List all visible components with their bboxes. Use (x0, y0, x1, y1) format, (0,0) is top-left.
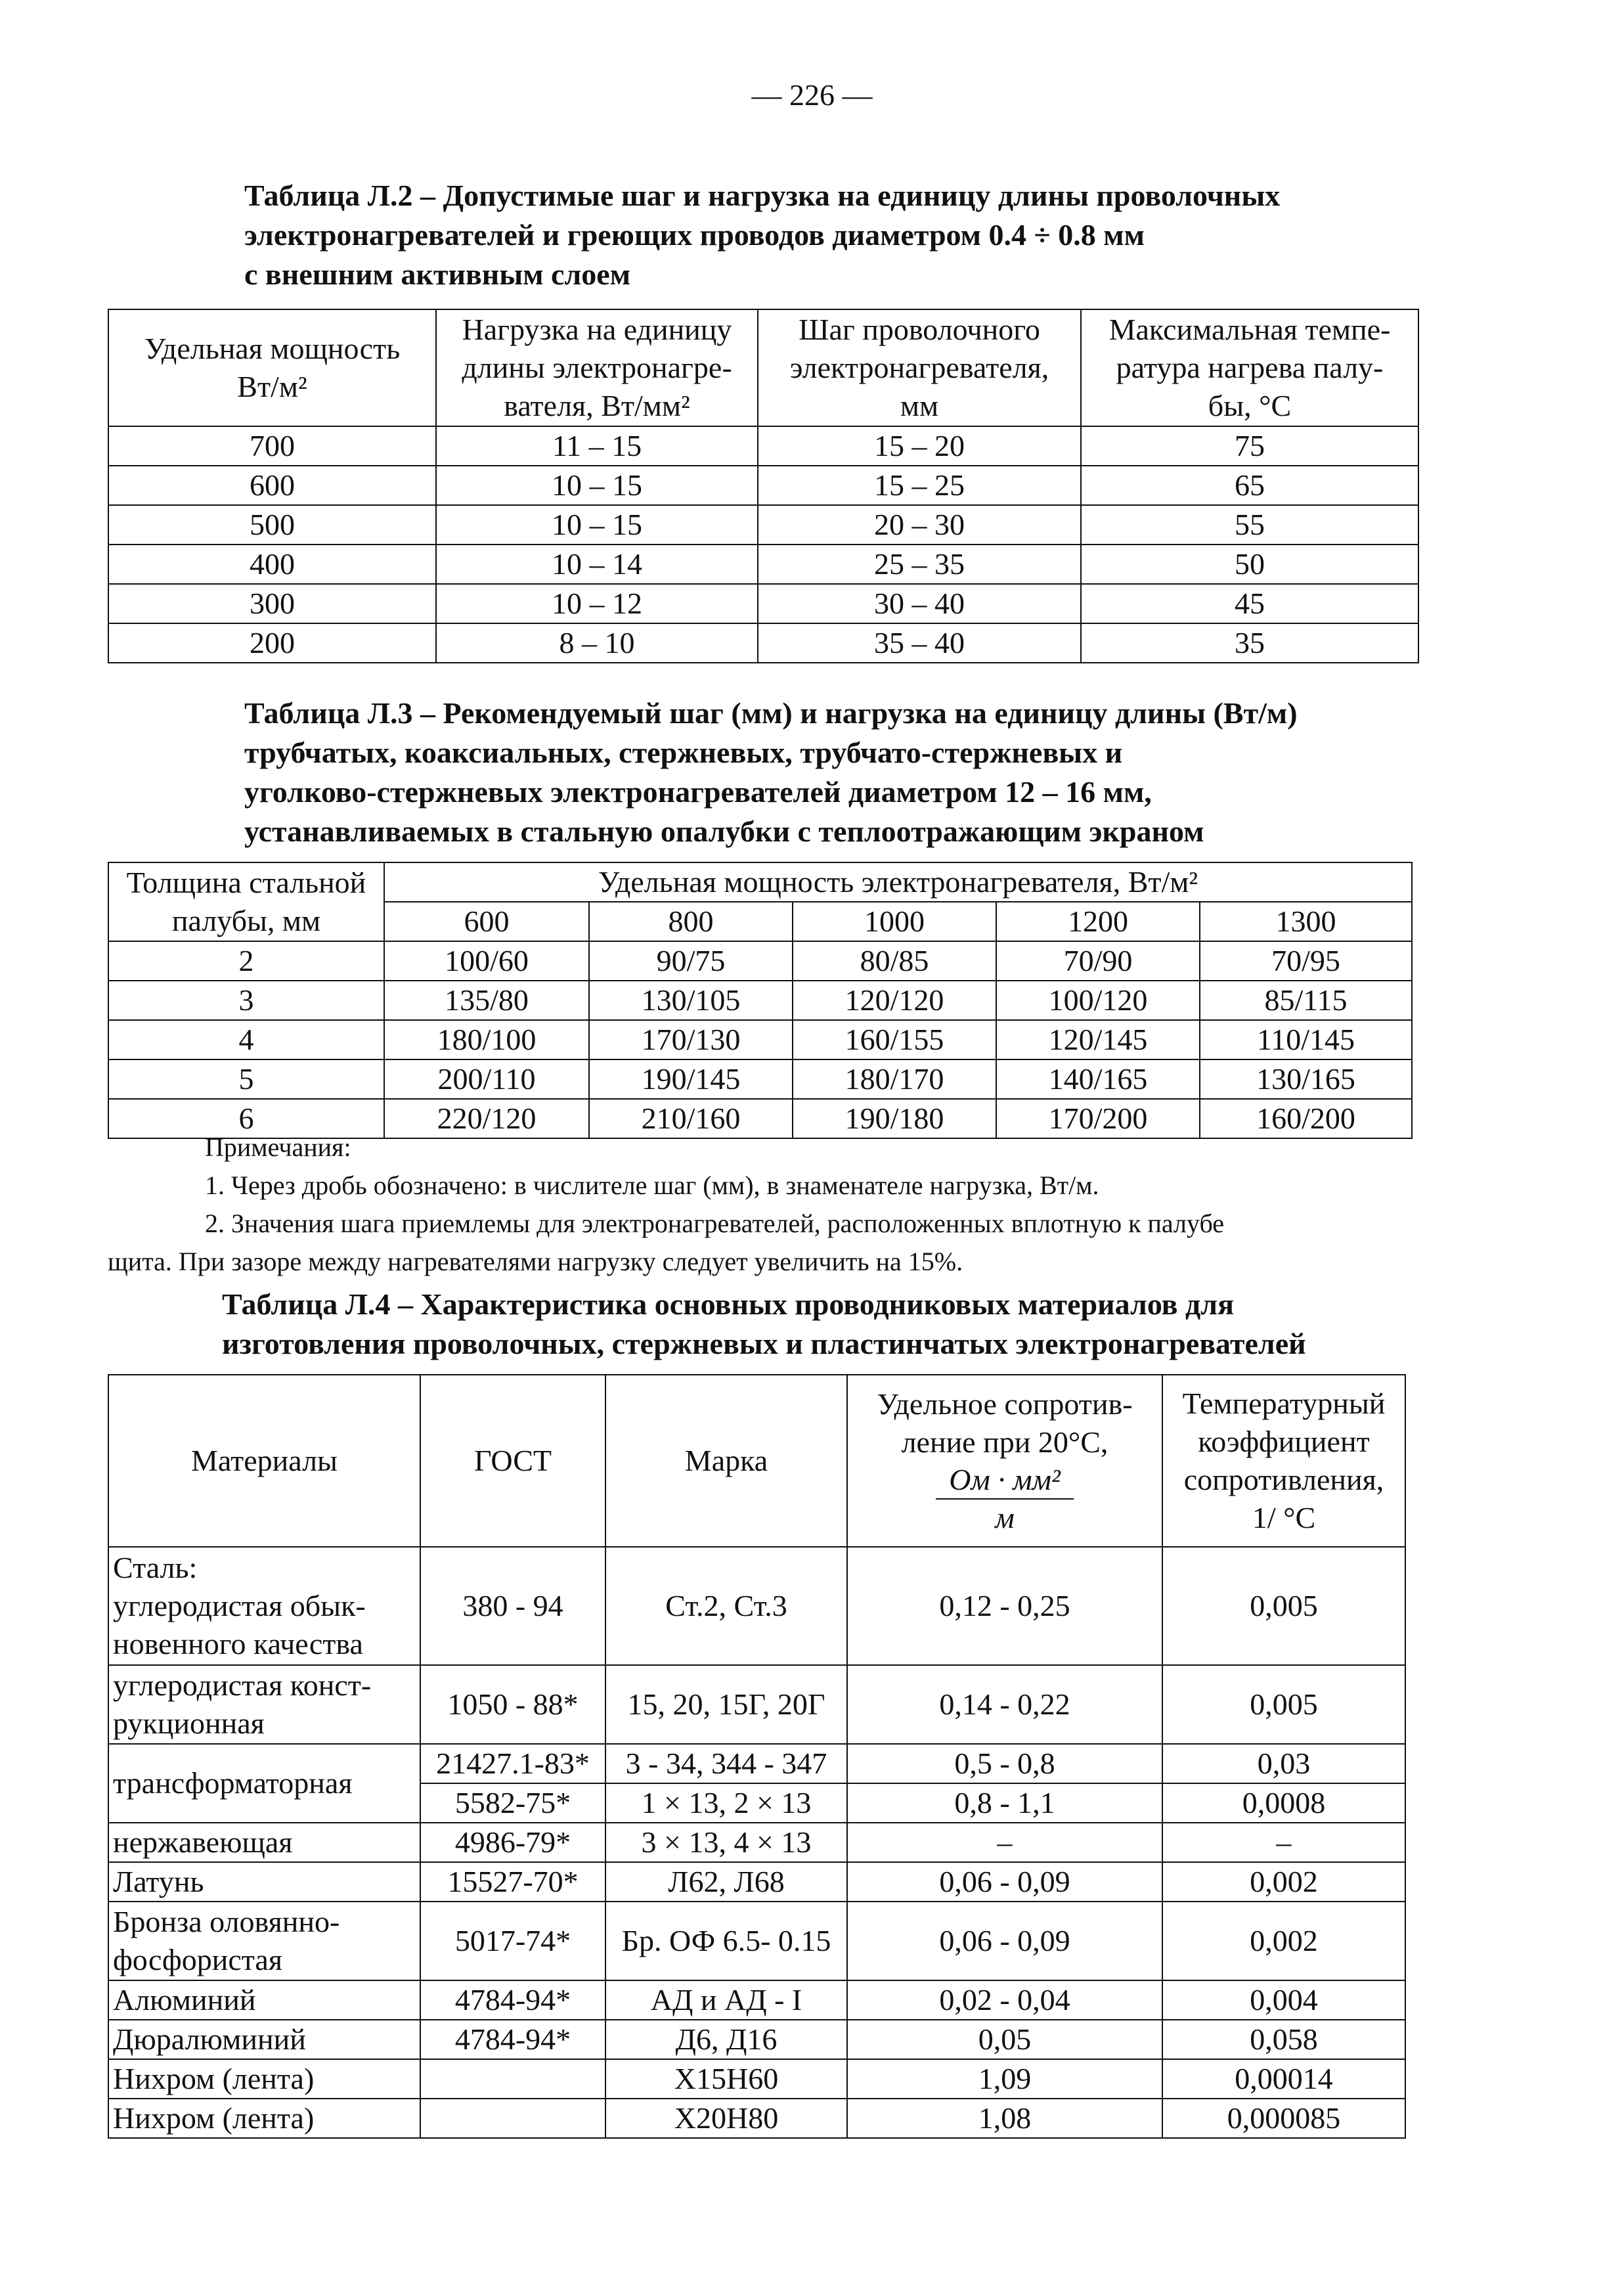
resistivity-unit-fraction: $\frac{\text{Ом · мм²}}{м}$ (936, 1461, 1074, 1536)
header-max-temp: Максимальная темпе- ратура нагрева палу- бы, °С (1081, 309, 1418, 426)
table-l3-caption: Таблица Л.3 – Рекомендуемый шаг (мм) и нагрузка на единицу длины (Вт/м) трубчатых, коаксиальных, стержневых, трубчато-стержневых и уголково-стержневых электронагревателей диаметром 12 – 16 мм, устанавливаемых в стальную опалубки с теплоотражающим экраном (244, 696, 1298, 848)
table-row: 600 10 – 15 15 – 25 65 (108, 466, 1418, 505)
table-l3-notes: Примечания: 1. Через дробь обозначено: в числителе шаг (мм), в знаменателе нагрузка, Вт/м. 2. Значения шага приемлемы для электронагревателей, расположенных вплотную к палубе щита. При зазоре между нагревателями нагрузку следует увеличить на 15%. (108, 1132, 1225, 1276)
table-row: Нихром (лента) Х15Н60 1,09 0,00014 (108, 2059, 1405, 2099)
header-materials: Материалы (108, 1375, 420, 1547)
table-row: Бронза оловянно- фосфористая 5017-74* Бр. ОФ 6.5- 0.15 0,06 - 0,09 0,002 (108, 1902, 1405, 1980)
table-row: Дюралюминий 4784-94* Д6, Д16 0,05 0,058 (108, 2020, 1405, 2059)
table-row: углеродистая конст- рукционная 1050 - 88* 15, 20, 15Г, 20Г 0,14 - 0,22 0,005 (108, 1665, 1405, 1744)
table-row: 3 135/80 130/105 120/120 100/120 85/115 (108, 981, 1412, 1020)
table-l2-caption: Таблица Л.2 – Допустимые шаг и нагрузка на единицу длины проволочных электронагревателей и греющих проводов диаметром 0.4 ÷ 0.8 мм с внешним активным слоем (244, 179, 1281, 291)
header-thickness: Толщина стальной палубы, мм (108, 862, 384, 941)
header-step: Шаг проволочного электронагревателя, мм (758, 309, 1081, 426)
table-row: 200 8 – 10 35 – 40 35 (108, 623, 1418, 663)
header-mark: Марка (605, 1375, 847, 1547)
header-power: Удельная мощность Вт/м² (108, 309, 436, 426)
table-row: Сталь: углеродистая обык- новенного качества 380 - 94 Ст.2, Ст.3 0,12 - 0,25 0,005 (108, 1547, 1405, 1665)
table-l4 (108, 1374, 1406, 2139)
table-l4-header (108, 1375, 1405, 1547)
table-l3-power-row: 600 800 1000 1200 1300 (108, 902, 1412, 941)
table-row: Нихром (лента) Х20Н80 1,08 0,000085 (108, 2099, 1405, 2138)
table-row: 500 10 – 15 20 – 30 55 (108, 505, 1418, 545)
header-temp-coef: Температурный коэффициент сопротивления, 1/ °С (1162, 1375, 1405, 1547)
table-row: 2 100/60 90/75 80/85 70/90 70/95 (108, 941, 1412, 981)
header-specific-power: Удельная мощность электронагревателя, Вт/м² (384, 862, 1412, 902)
table-row: Алюминий 4784-94* АД и АД - I 0,02 - 0,04 0,004 (108, 1980, 1405, 2020)
table-l4-caption: Таблица Л.4 – Характеристика основных проводниковых материалов для изготовления проволочных, стержневых и пластинчатых электронагревателей (222, 1287, 1306, 1360)
table-row: 4 180/100 170/130 160/155 120/145 110/145 (108, 1020, 1412, 1059)
header-gost: ГОСТ (420, 1375, 605, 1547)
table-l3-header (108, 862, 1412, 902)
table-row: трансформаторная 21427.1-83* 3 - 34, 344 - 347 0,5 - 0,8 0,03 (108, 1744, 1405, 1783)
table-row: нержавеющая 4986-79* 3 × 13, 4 × 13 – – (108, 1823, 1405, 1862)
table-row: 6 220/120 210/160 190/180 170/200 160/200 (108, 1099, 1412, 1138)
page-number: — 226 — (751, 78, 873, 112)
table-row: 5582-75* 1 × 13, 2 × 13 0,8 - 1,1 0,0008 (108, 1783, 1405, 1823)
table-row: 400 10 – 14 25 – 35 50 (108, 545, 1418, 584)
table-row: Латунь 15527-70* Л62, Л68 0,06 - 0,09 0,002 (108, 1862, 1405, 1902)
header-resistivity: Удельное сопротив- ление при 20°С, $\frac{\text{Ом · мм²}}{м}$ (847, 1375, 1162, 1547)
table-row: 700 11 – 15 15 – 20 75 (108, 426, 1418, 466)
table-l3 (108, 862, 1413, 1139)
table-row: 300 10 – 12 30 – 40 45 (108, 584, 1418, 623)
header-load: Нагрузка на единицу длины электронагре- вателя, Вт/мм² (436, 309, 758, 426)
table-row: 5 200/110 190/145 180/170 140/165 130/165 (108, 1059, 1412, 1099)
table-l2 (108, 309, 1419, 663)
table-l2-header (108, 309, 1418, 426)
